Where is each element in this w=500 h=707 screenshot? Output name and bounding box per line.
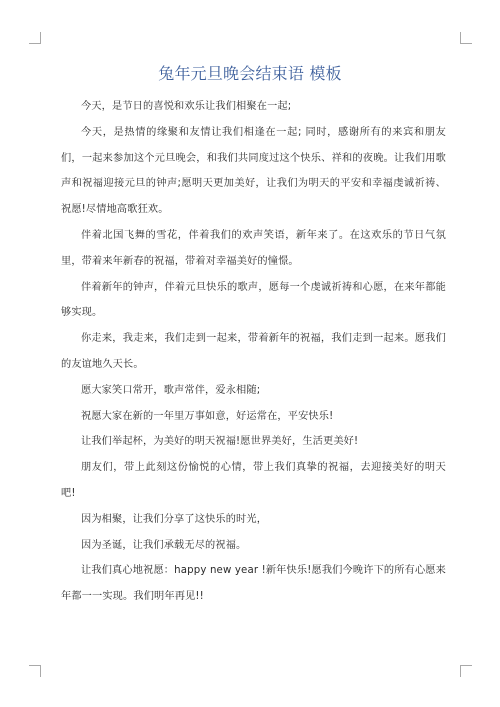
paragraph: 今天，是热情的缘聚和友情让我们相逢在一起; 同时，感谢所有的来宾和朋友们，一起来参加这个元旦晚会，和我们共同度过这个快乐、祥和的夜晚。让我们用歌声和祝福迎接元旦的钟声;愿明天更加美好，让我们为明天的平安和幸福虔诚祈祷、祝愿!尽情地高歌狂欢。: [61, 126, 446, 216]
crop-mark-bottom-left: [29, 665, 41, 677]
paragraph: 今天，是节日的喜悦和欢乐让我们相聚在一起;: [81, 101, 292, 112]
paragraph: 朋友们，带上此刻这份愉悦的心情，带上我们真挚的祝福，去迎接美好的明天吧!: [61, 462, 446, 499]
paragraph: 因为圣诞，让我们承载无尽的祝福。: [81, 539, 247, 551]
paragraph: 愿大家笑口常开，歌声常伴，爱永相随;: [81, 384, 261, 396]
crop-mark-bottom-right: [460, 665, 472, 677]
paragraph: 让我们真心地祝愿：happy new year !新年快乐!愿我们今晚许下的所有心愿来年都一一实现。我们明年再见!!: [61, 565, 446, 603]
paragraph: 祝愿大家在新的一年里万事如意，好运常在，平安快乐!: [81, 410, 334, 422]
paragraph: 你走来，我走来，我们走到一起来，带着新年的祝福，我们走到一起来。愿我们的友谊地久天长。: [61, 333, 446, 370]
document-title: 兔年元旦晚会结束语 模板: [158, 64, 342, 83]
paragraph: 伴着北国飞舞的雪花，伴着我们的欢声笑语，新年来了。在这欢乐的节日气氛里，带着来年新春的祝福，带着对幸福美好的憧憬。: [61, 229, 446, 267]
document-body: [61, 94, 446, 610]
paragraph: 伴着新年的钟声，伴着元旦快乐的歌声，愿每一个虔诚祈祷和心愿，在来年都能够实现。: [61, 281, 446, 319]
paragraph: 让我们举起杯，为美好的明天祝福!愿世界美好，生活更美好!: [81, 436, 359, 448]
crop-mark-top-right: [460, 32, 472, 44]
paragraph: 因为相聚，让我们分享了这快乐的时光，: [81, 513, 268, 525]
crop-mark-top-left: [29, 32, 41, 44]
